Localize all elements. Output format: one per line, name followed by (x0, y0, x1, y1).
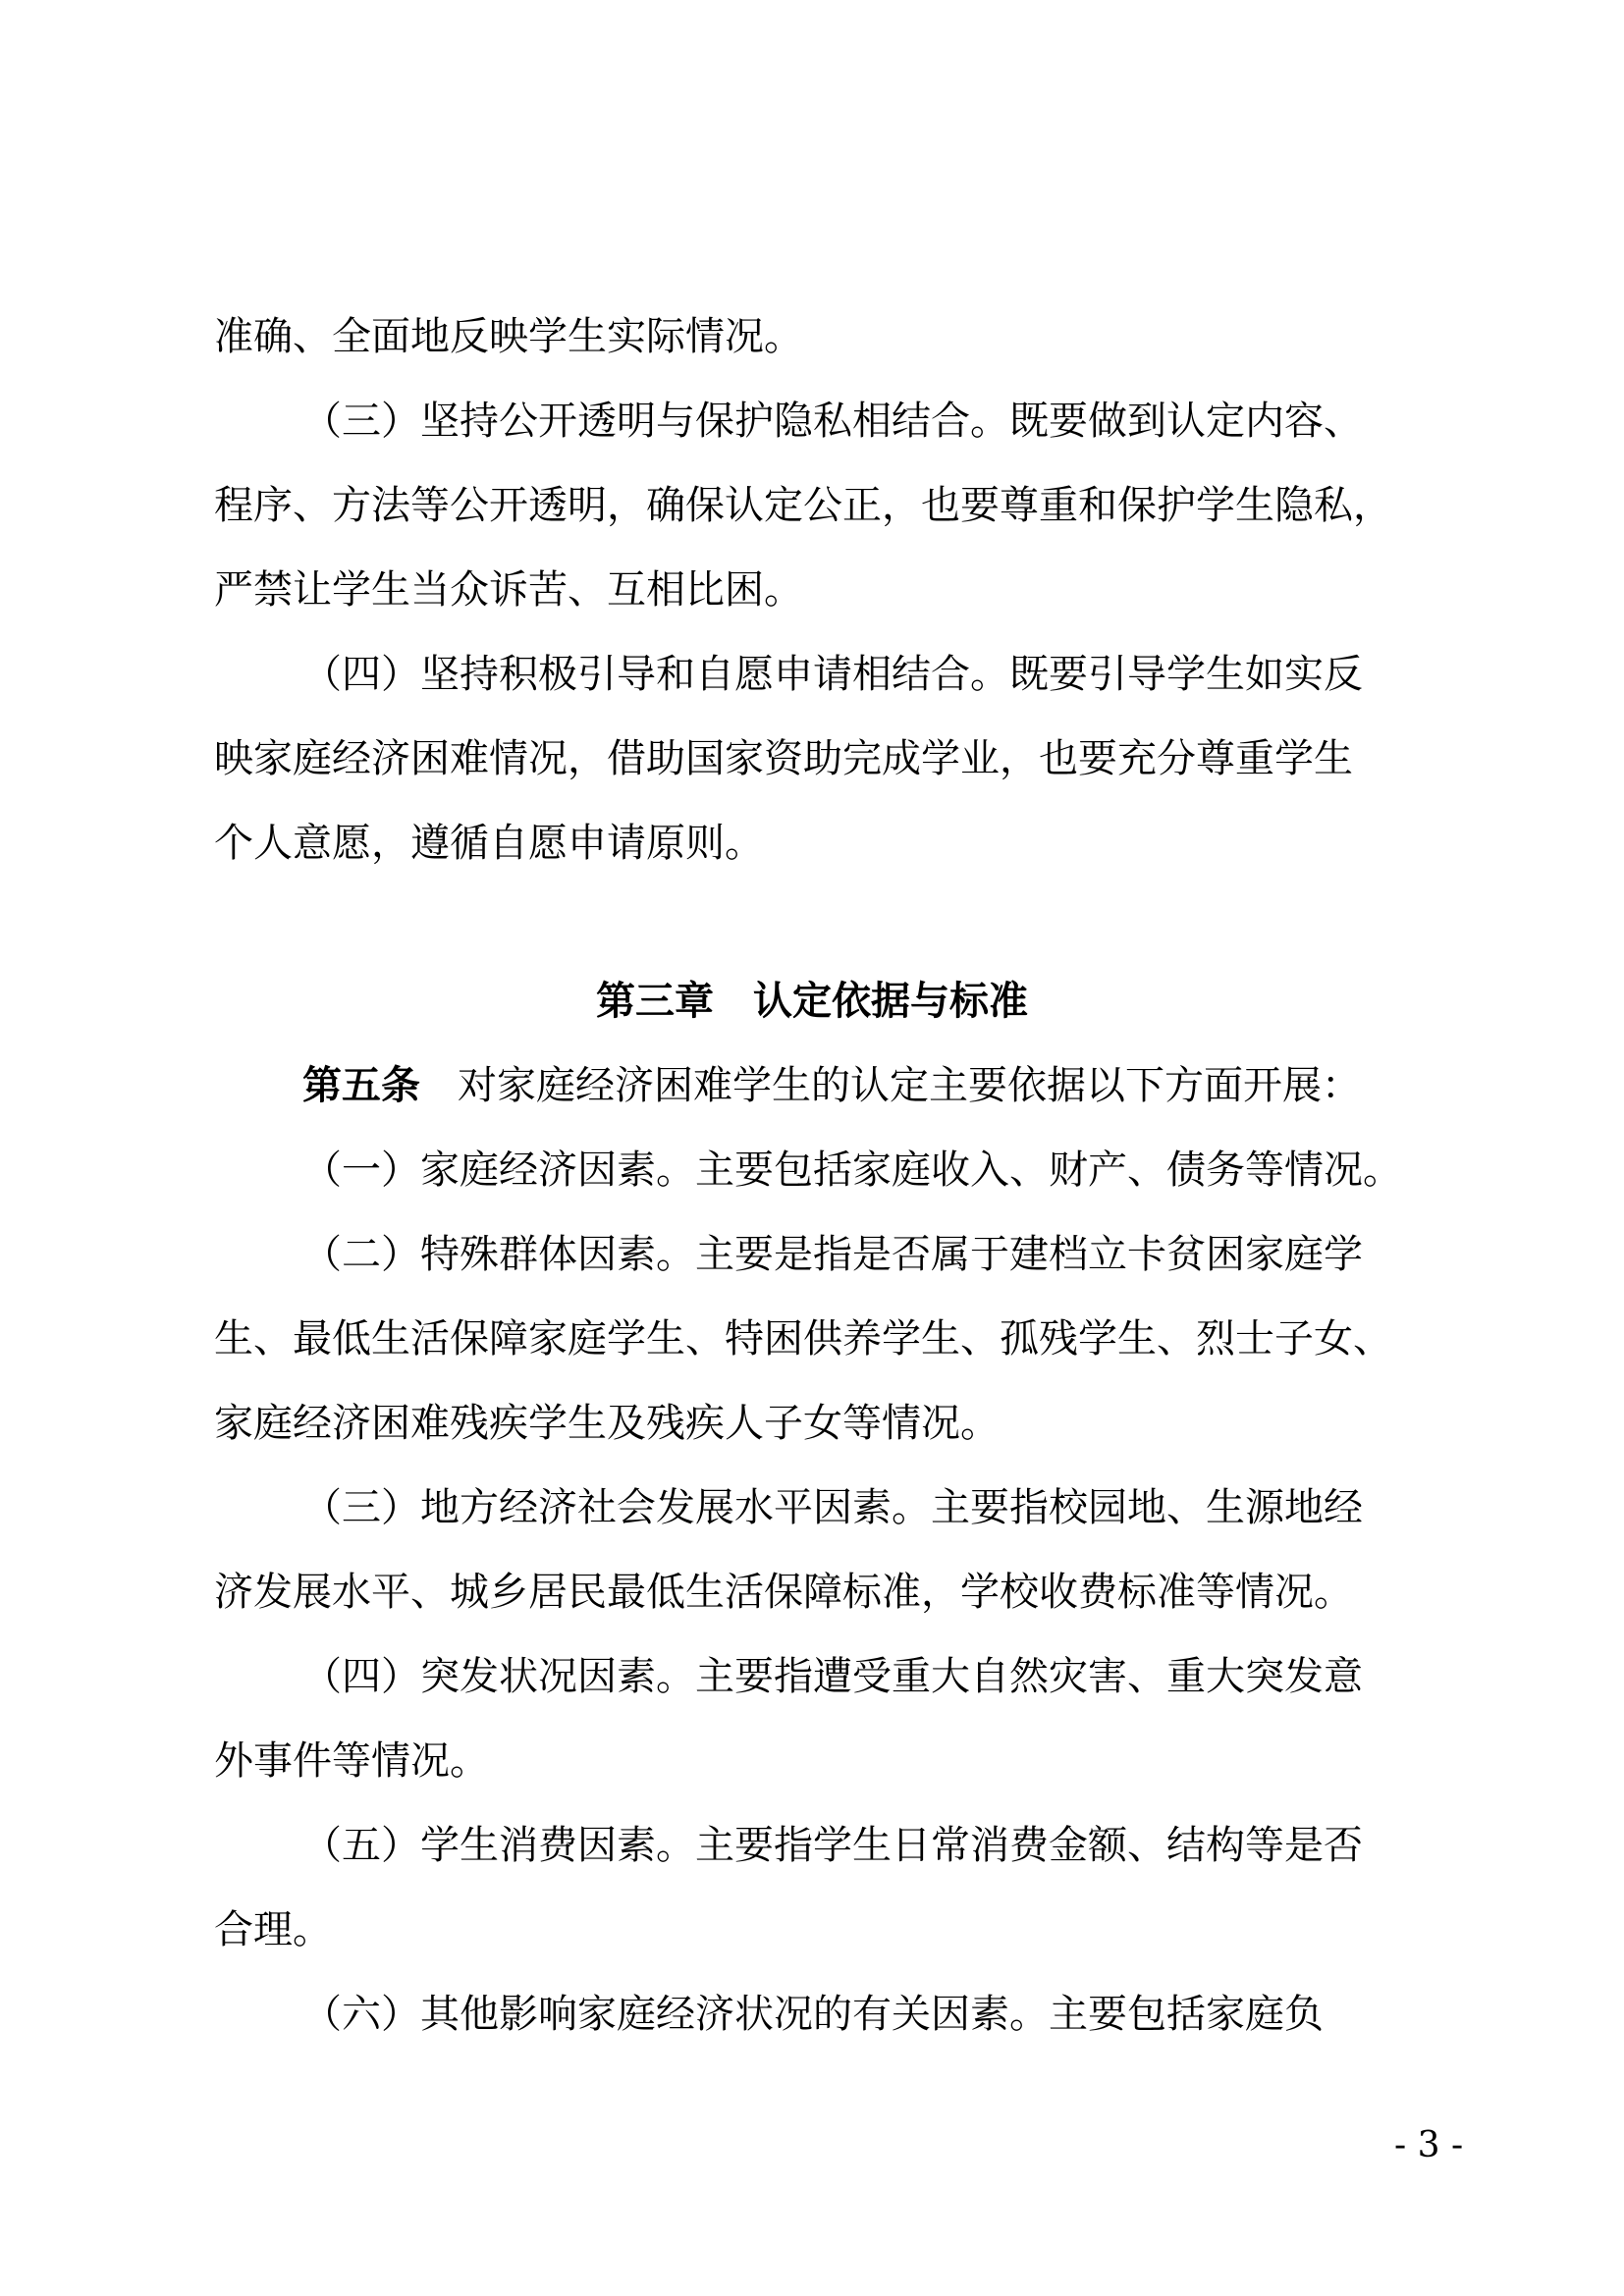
list-item-line: 生、最低生活保障家庭学生、特困供养学生、孤残学生、烈士子女、 (214, 1316, 1392, 1362)
list-item-line: （五）学生消费因素。主要指学生日常消费金额、结构等是否 (302, 1823, 1363, 1868)
article-text: 对家庭经济困难学生的认定主要依据以下方面开展： (458, 1063, 1361, 1108)
list-item-line: 合理。 (214, 1907, 332, 1952)
list-item-line: 家庭经济困难残疾学生及残疾人子女等情况。 (214, 1401, 1000, 1446)
list-item-line: 外事件等情况。 (214, 1738, 489, 1784)
list-item-line: （一）家庭经济因素。主要包括家庭收入、财产、债务等情况。 (302, 1148, 1402, 1193)
list-item-line: 济发展水平、城乡居民最低生活保障标准，学校收费标准等情况。 (214, 1570, 1353, 1615)
list-item-line: （六）其他影响家庭经济状况的有关因素。主要包括家庭负 (302, 1992, 1324, 2037)
paragraph-line: 严禁让学生当众诉苦、互相比困。 (214, 567, 803, 613)
list-item-line: （三）地方经济社会发展水平因素。主要指校园地、生源地经 (302, 1485, 1363, 1530)
paragraph-line: （四）坚持积极引导和自愿申请相结合。既要引导学生如实反 (302, 652, 1363, 697)
paragraph-line: 映家庭经济困难情况，借助国家资助完成学业，也要充分尊重学生 (214, 736, 1353, 781)
paragraph-line: 准确、全面地反映学生实际情况。 (214, 314, 803, 359)
paragraph-line: （三）坚持公开透明与保护隐私相结合。既要做到认定内容、 (302, 399, 1363, 444)
chapter-heading: 第三章 认定依据与标准 (596, 979, 1028, 1024)
article-line (302, 1063, 1361, 1108)
page-number: - 3 - (1394, 2125, 1464, 2165)
paragraph-line: 程序、方法等公开透明，确保认定公正，也要尊重和保护学生隐私， (214, 483, 1392, 528)
paragraph-line: 个人意愿，遵循自愿申请原则。 (214, 821, 764, 866)
list-item-line: （四）突发状况因素。主要指遭受重大自然灾害、重大突发意 (302, 1654, 1363, 1699)
list-item-line: （二）特殊群体因素。主要是指是否属于建档立卡贫困家庭学 (302, 1232, 1363, 1277)
article-label: 第五条 (302, 1063, 420, 1108)
